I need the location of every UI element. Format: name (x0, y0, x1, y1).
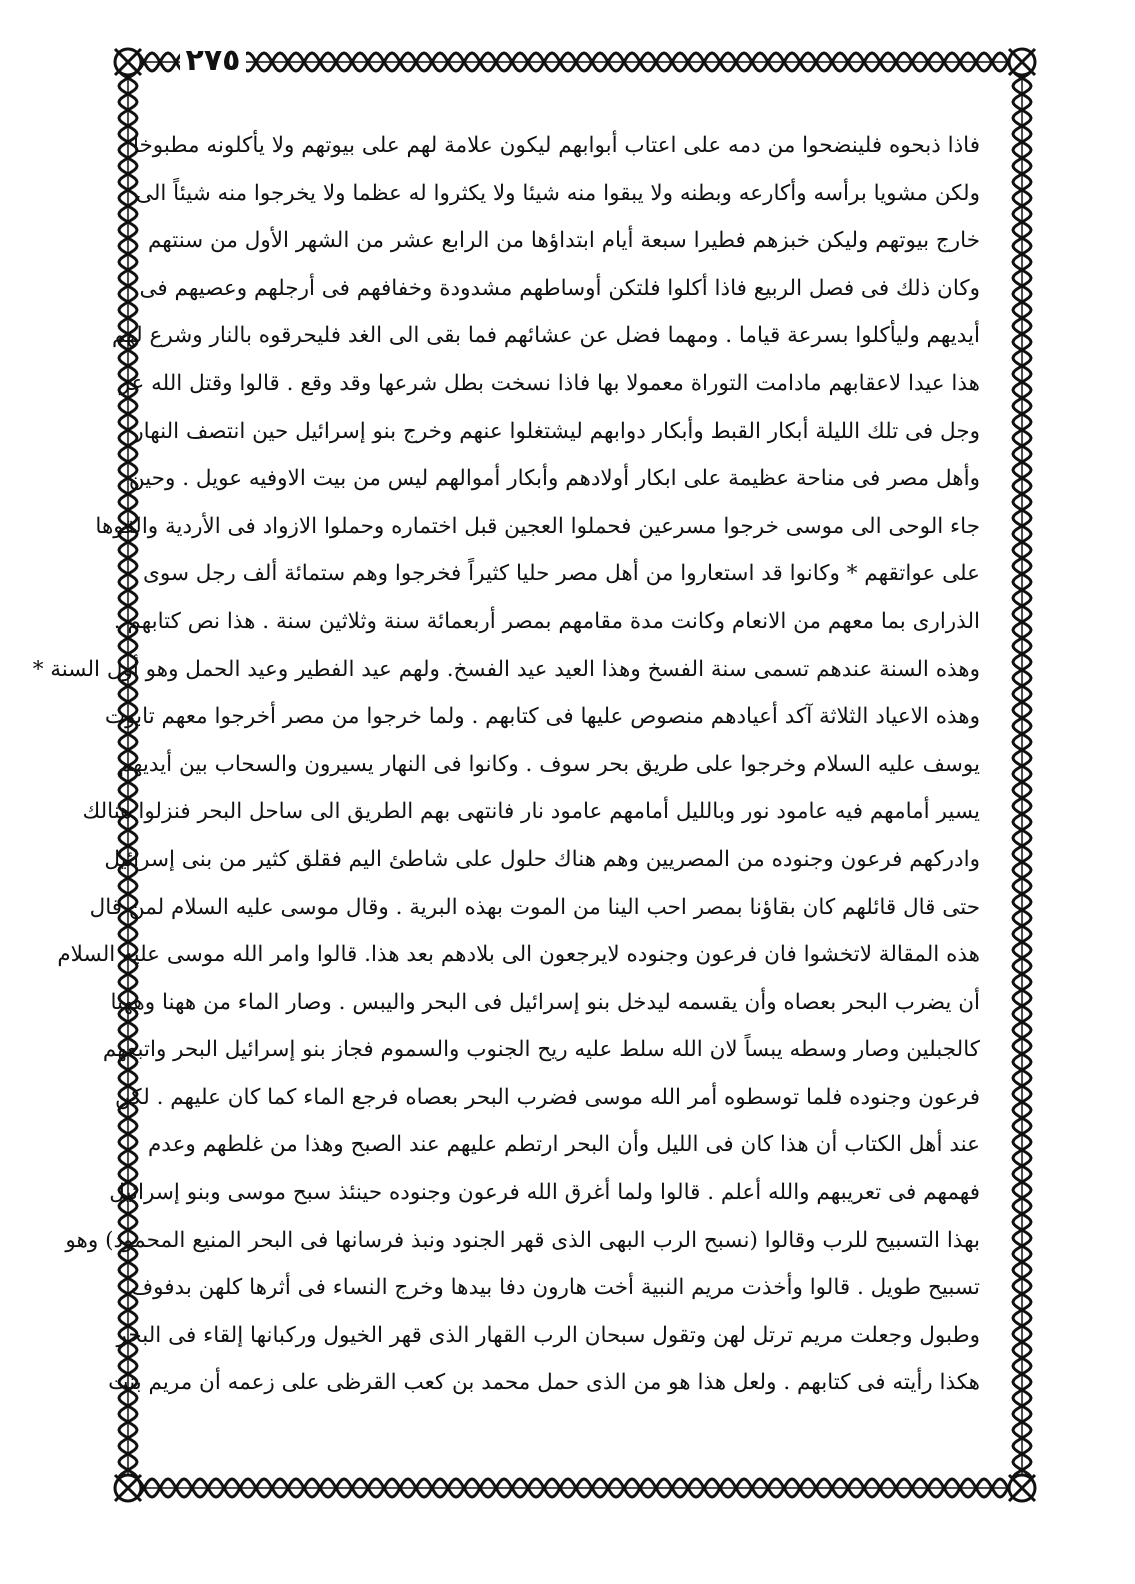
text-line: فاذا ذبحوه فلينضحوا من دمه على اعتاب أبوابهم ليكون علامة لهم على بيوتهم ولا يأكلونه مطبوخا (132, 133, 980, 158)
body-text (32, 122, 980, 1407)
text-line: يسير أمامهم فيه عامود نور وبالليل أمامهم عامود نار فانتهى بهم الطريق الى ساحل البحر فنزلوا هنالك (82, 799, 980, 825)
text-line: هذا عيدا لاعقابهم مادامت التوراة معمولا بها فاذا نسخت بطل شرعها وقد وقع . قالوا وقتل الله عز (119, 370, 980, 396)
text-line: على عواتقهم * وكانوا قد استعاروا من أهل مصر حليا كثيراً فخرجوا وهم ستمائة ألف رجل سوى (143, 561, 980, 587)
text-line: وهذه الاعياد الثلاثة آكد أعيادهم منصوص عليها فى كتابهم . ولما خرجوا من مصر أخرجوا معهم تابوت (104, 704, 980, 730)
text-line: ولكن مشويا برأسه وأكارعه وبطنه ولا يبقوا منه شيئا ولا يكثروا له عظما ولا يخرجوا منه شيئاً الى (135, 180, 980, 206)
text-line: عند أهل الكتاب أن هذا كان فى الليل وأن البحر ارتطم عليهم عند الصبح وهذا من غلطهم وعدم (148, 1132, 980, 1158)
text-line: جاء الوحى الى موسى خرجوا مسرعين فحملوا العجين قبل اختماره وحملوا الازواد فى الأردية والقوها (95, 513, 980, 539)
text-line: وجل فى تلك الليلة أبكار القبط وأبكار دوابهم ليشتغلوا عنهم وخرج بنو إسرائيل حين انتصف النهار (133, 418, 980, 444)
text-line: كالجبلين وصار وسطه يبساً لان الله سلط عليه ريح الجنوب والسموم فجاز بنو إسرائيل البحر واتبعهم (102, 1037, 980, 1063)
text-line: فرعون وجنوده فلما توسطوه أمر الله موسى فضرب البحر بعصاه فرجع الماء كما كان عليهم . لكن (114, 1084, 980, 1110)
text-line: هذه المقالة لاتخشوا فان فرعون وجنوده لايرجعون الى بلادهم بعد هذا. قالوا وامر الله موسى عليه السلام (57, 942, 980, 968)
text-line: حتى قال قائلهم كان بقاؤنا بمصر احب الينا من الموت بهذه البرية . وقال موسى عليه السلام لمن قال (89, 894, 980, 920)
text-line: وادركهم فرعون وجنوده من المصريين وهم هناك حلول على شاطئ اليم فقلق كثير من بنى إسرائيل (104, 846, 980, 872)
text-line: فهمهم فى تعريبهم والله أعلم . قالوا ولما أغرق الله فرعون وجنوده حينئذ سبح موسى وبنو إسرائيل (109, 1180, 980, 1206)
text-line: بهذا التسبيح للرب وقالوا (نسبح الرب البهى الذى قهر الجنود ونبذ فرسانها فى البحر المنيع المحمود) وهو (65, 1227, 980, 1253)
text-line: أيديهم وليأكلوا بسرعة قياما . ومهما فضل عن عشائهم فما بقى الى الغد فليحرقوه بالنار وشرع لهم (111, 323, 980, 349)
text-line: خارج بيوتهم وليكن خبزهم فطيرا سبعة أيام ابتداؤها من الرابع عشر من الشهر الأول من سنتهم (147, 228, 980, 254)
text-line: الذرارى بما معهم من الانعام وكانت مدة مقامهم بمصر أربعمائة سنة وثلاثين سنة . هذا نص كتابهم . (113, 608, 980, 634)
text-line: وهذه السنة عندهم تسمى سنة الفسخ وهذا العيد عيد الفسخ. ولهم عيد الفطير وعيد الحمل وهو أول السنة * (32, 656, 980, 682)
text-line: هكذا رأيته فى كتابهم . ولعل هذا هو من الذى حمل محمد بن كعب القرظى على زعمه أن مريم بنت (108, 1370, 980, 1396)
text-line: وكان ذلك فى فصل الربيع فاذا أكلوا فلتكن أوساطهم مشدودة وخفافهم فى أرجلهم وعصيهم فى (139, 275, 980, 301)
text-line: تسبيح طويل . قالوا وأخذت مريم النبية أخت هارون دفا بيدها وخرج النساء فى أثرها كلهن بدفوف (130, 1275, 980, 1301)
text-line: وأهل مصر فى مناحة عظيمة على ابكار أولادهم وأبكار أموالهم ليس من بيت الاوفيه عويل . وحين (128, 466, 980, 492)
text-line: يوسف عليه السلام وخرجوا على طريق بحر سوف . وكانوا فى النهار يسيرون والسحاب بين أيديهم (118, 751, 980, 777)
page-number: ٢٧٥ (180, 40, 246, 82)
text-line: أن يضرب البحر بعصاه وأن يقسمه ليدخل بنو إسرائيل فى البحر واليبس . وصار الماء من ههنا وههنا (110, 989, 980, 1015)
text-line: وطبول وجعلت مريم ترتل لهن وتقول سبحان الرب القهار الذى قهر الخيول وركبانها إلقاء فى البحر (116, 1322, 980, 1348)
